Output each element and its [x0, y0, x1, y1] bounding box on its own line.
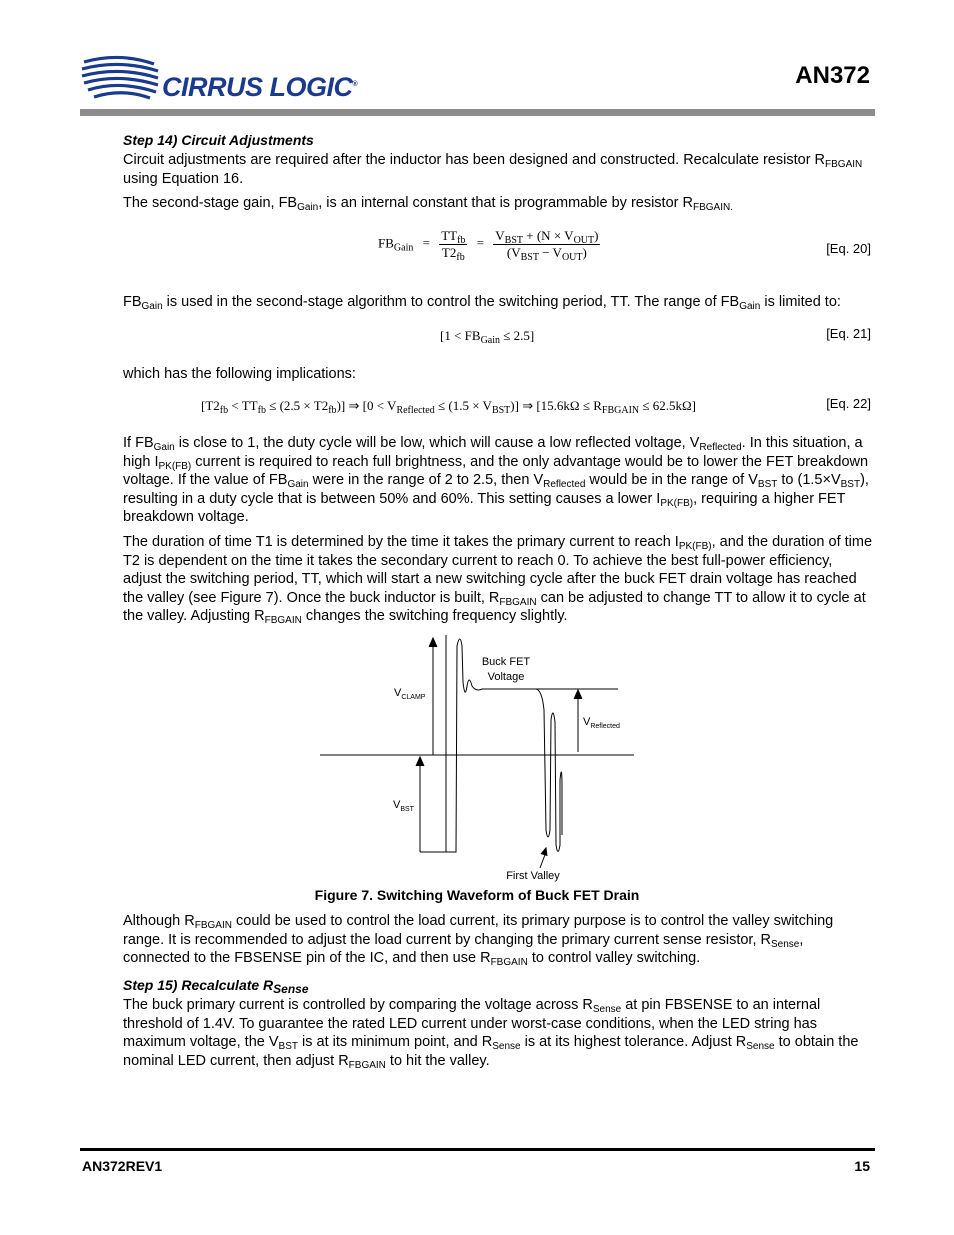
step15-heading: Step 15) Recalculate $R_{Sense}$	[123, 977, 309, 996]
vclamp-label: $V_{CLAMP}$	[394, 687, 426, 701]
step14-paragraph-2: The second-stage gain, $FB_{Gain}$, is an internal constant that is programmable by resistor $R_{FBGAIN.}$	[123, 195, 733, 213]
rfbgain-purpose-paragraph: Although $R_{FBGAIN}$ could be used to control the load current, its primary purpose is to control the valley switching range. It is recommended to adjust the load current by changing the primary current sense resistor, $R_{Sense}$, connected to the FBSENSE pin of the IC, and then use $R_{FBGAIN}$ to control valley switching.	[123, 913, 834, 968]
eq20-fraction-2: $\frac{V_{BST} + (N \times V_{OUT})}{(V_{BST} - V_{OUT})}$	[495, 228, 599, 263]
vreflected-label: $V_{Reflected}$	[583, 716, 620, 730]
buck-fet-label-line1: Buck FET	[481, 656, 531, 668]
cirrus-logic-logo	[80, 50, 380, 108]
implications-intro: which has the following implications:	[123, 366, 356, 382]
footer-rule	[80, 1148, 875, 1151]
equation-20: $FB_{Gain}$ = $\frac{TT_{fb}}{T2_{fb}}$ = $\frac{V_{BST} + (N \times V_{OUT})}{(V_{BST} - V_{OUT})}$	[378, 228, 599, 263]
footer-doc-revision: AN372REV1	[82, 1158, 163, 1174]
logo-swirl-icon	[80, 50, 160, 106]
page-number: 15	[854, 1158, 870, 1174]
equation-21-label: [Eq. 21]	[826, 326, 871, 341]
equation-21: $[1 < FB_{Gain} \le 2.5]$	[440, 328, 535, 346]
duration-paragraph: The duration of time T1 is determined by the time it takes the primary current to reach $I_{PK(FB)}$, and the duration of time T2 is dependent on the time it takes the secondary current to reach 0. To achieve the best full-power efficiency, adjust the switching period, TT, which will start a new switching cycle after the buck FET drain voltage has reached the valley (see Figure 7). Once the buck inductor is built, $R_{FBGAIN}$ can be adjusted to change TT to allow it to cycle at the valley. Adjusting $R_{FBGAIN}$ changes the switching frequency slightly.	[123, 534, 873, 626]
figure-7-caption: Figure 7. Switching Waveform of Buck FET Drain	[314, 887, 640, 903]
equation-22-label: [Eq. 22]	[826, 396, 871, 411]
equation-20-label: [Eq. 20]	[826, 241, 871, 256]
logo-wordmark: CIRRUS LOGIC®	[162, 72, 358, 102]
document-id: AN372	[795, 62, 870, 89]
first-valley-label: First Valley	[506, 870, 560, 882]
equation-22: $[T2_{fb} < TT_{fb} \le (2.5 \times T2_{fb})]$ ⇒ $[0 < V_{Reflected} \le (1.5 \times V_{BST})]$ ⇒ $[15.6k\Omega \le R_{FBGAIN} \le 62.5k\Omega]$	[201, 398, 697, 416]
buck-fet-label-line2: Voltage	[487, 671, 525, 683]
fbgain-effects-paragraph: If $FB_{Gain}$ is close to 1, the duty cycle will be low, which will cause a low reflected voltage, $V_{Reflected}$. In this situation, a high $I_{PK(FB)}$ current is required to reach full brightness, and the only advantage would be to lower the FET breakdown voltage. If the value of $FB_{Gain}$ were in the range of 2 to 2.5, then $V_{Reflected}$ would be in the range of $V_{BST}$ to $(1.5\times V_{BST})$, resulting in a duty cycle that is between 50% and 60%. This setting causes a lower $I_{PK(FB)}$, requiring a higher FET breakdown voltage.	[123, 435, 869, 525]
switching-waveform-figure	[300, 630, 660, 885]
step14-paragraph-1: Circuit adjustments are required after the inductor has been designed and constructed. Recalculate resistor $R_{FBGAIN}$ using Equation 16.	[123, 152, 863, 187]
fbgain-paragraph: $FB_{Gain}$ is used in the second-stage algorithm to control the switching period, TT. The range of $FB_{Gain}$ is limited to:	[123, 294, 841, 312]
step14-heading: Step 14) Circuit Adjustments	[123, 132, 314, 148]
eq20-fraction-1: $\frac{TT_{fb}}{T2_{fb}}$	[441, 228, 466, 263]
vbst-label: $V_{BST}$	[393, 799, 414, 813]
header-rule	[80, 109, 875, 116]
step15-paragraph: The buck primary current is controlled by comparing the voltage across $R_{Sense}$ at pin FBSENSE to an internal threshold of 1.4V. To guarantee the rated LED current under worst-case conditions, when the LED string has maximum voltage, the $V_{BST}$ is at its minimum point, and $R_{Sense}$ is at its highest tolerance. Adjust $R_{Sense}$ to obtain the nominal LED current, then adjust $R_{FBGAIN}$ to hit the valley.	[123, 997, 859, 1071]
